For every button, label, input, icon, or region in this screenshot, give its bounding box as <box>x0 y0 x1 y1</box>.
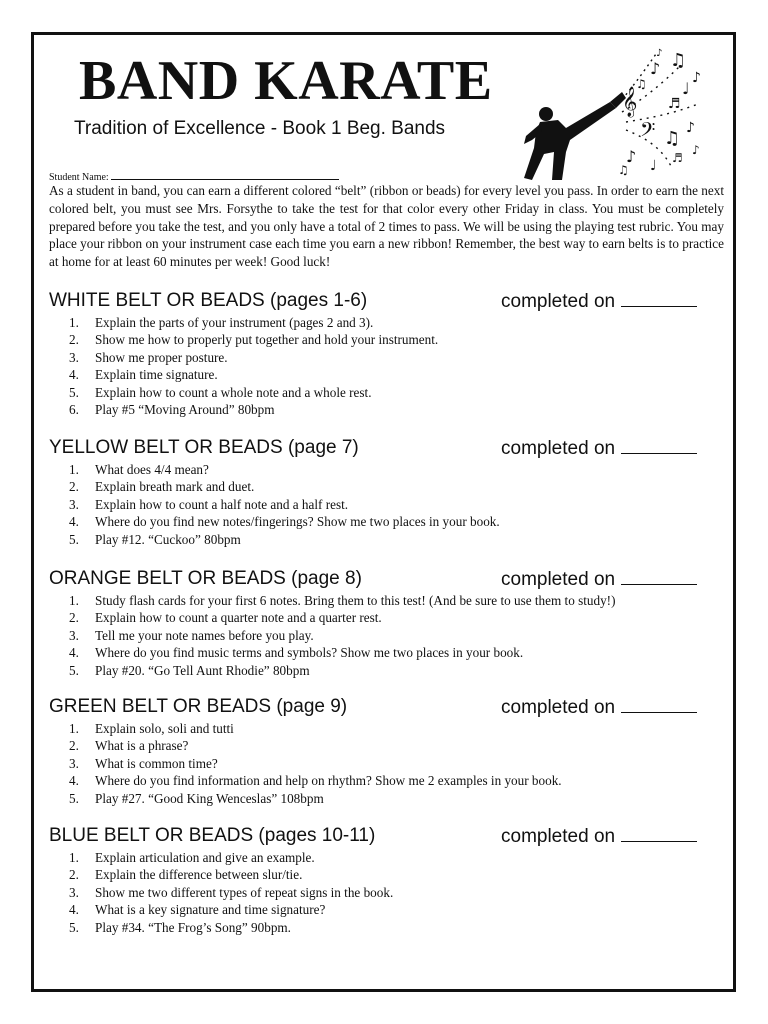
completed-on-label: completed on <box>501 697 616 718</box>
list-item-number: 5. <box>69 662 79 678</box>
list-item <box>49 755 729 772</box>
list-item-text: Explain articulation and give an example. <box>95 850 315 865</box>
list-item-number: 3. <box>69 884 79 900</box>
belt-section <box>49 694 729 807</box>
completed-on-blank[interactable] <box>621 288 697 307</box>
intro-paragraph: As a student in band, you can earn a different colored “belt” (ribbon or beads) for every level you pass. In order to earn the next colored belt, you must see Mrs. Forsythe to take the test for that color every other Friday in class. You must be completely prepared before you take the test, and you only have a total of 2 times to pass. We will be using the playing test rubric. You may place your ribbon on your instrument case each time you earn a new ribbon! Remember, the best way to earn belts is to practice at home for at least 60 minutes per week! Good luck! <box>49 183 724 270</box>
list-item-number: 1. <box>69 721 79 736</box>
list-item-text: Explain how to count a half note and a half rest. <box>95 496 349 512</box>
list-item <box>49 662 729 679</box>
list-item-text: Explain time signature. <box>95 367 218 383</box>
completed-on-field <box>501 566 697 593</box>
list-item-text: Where do you find music terms and symbols? Show me two places in your book. <box>95 645 524 661</box>
svg-text:♫: ♫ <box>636 77 647 91</box>
belt-requirements-list <box>49 720 729 807</box>
list-item-number: 2. <box>69 332 79 348</box>
completed-on-blank[interactable] <box>621 823 697 842</box>
completed-on-label: completed on <box>501 291 616 312</box>
svg-text:♫: ♫ <box>618 163 629 177</box>
list-item <box>49 461 729 478</box>
list-item-text: Play #27. “Good King Wenceslas” 108bpm <box>95 790 324 806</box>
svg-text:𝄢: 𝄢 <box>640 118 656 146</box>
list-item <box>49 790 729 807</box>
list-item-number: 4. <box>69 902 79 918</box>
belt-section-header <box>49 694 729 720</box>
list-item-text: Play #5 “Moving Around” 80bpm <box>95 402 275 418</box>
list-item <box>49 513 729 530</box>
list-item-text: Explain breath mark and duet. <box>95 479 255 495</box>
belt-requirements-list <box>49 314 729 418</box>
list-item-number: 4. <box>69 367 79 383</box>
list-item-number: 2. <box>69 867 79 883</box>
belt-section <box>49 566 729 679</box>
list-item <box>49 772 729 789</box>
svg-text:♪: ♪ <box>692 70 701 86</box>
list-item-text: Show me proper posture. <box>95 349 228 365</box>
list-item-text: Play #12. “Cuckoo” 80bpm <box>95 531 241 547</box>
list-item-number: 5. <box>69 384 79 400</box>
belt-section-title: WHITE BELT OR BEADS (pages 1-6) <box>49 290 368 311</box>
svg-text:♩: ♩ <box>650 158 657 174</box>
belt-section <box>49 288 729 418</box>
list-item <box>49 627 729 644</box>
list-item <box>49 349 729 366</box>
list-item-text: Play #34. “The Frog’s Song” 90bpm. <box>95 919 291 935</box>
belt-section-header <box>49 566 729 592</box>
student-name-label: Student Name: <box>49 172 109 183</box>
list-item <box>49 331 729 348</box>
svg-text:♪: ♪ <box>626 147 637 166</box>
list-item <box>49 849 729 866</box>
list-item <box>49 401 729 418</box>
list-item-number: 1. <box>69 462 79 477</box>
list-item-text: Play #20. “Go Tell Aunt Rhodie” 80bpm <box>95 662 310 678</box>
svg-text:♬: ♬ <box>668 96 681 112</box>
completed-on-blank[interactable] <box>621 694 697 713</box>
svg-text:𝄞: 𝄞 <box>622 87 638 117</box>
svg-text:♪: ♪ <box>656 48 663 59</box>
svg-text:♫: ♫ <box>664 128 681 149</box>
list-item-number: 4. <box>69 514 79 530</box>
list-item <box>49 901 729 918</box>
list-item-text: Show me how to properly put together and hold your instrument. <box>95 332 439 348</box>
belt-requirements-list <box>49 461 729 548</box>
list-item-number: 1. <box>69 315 79 330</box>
list-item-number: 5. <box>69 919 79 935</box>
svg-text:♩: ♩ <box>682 79 690 98</box>
completed-on-field <box>501 288 697 315</box>
list-item-text: What is a key signature and time signature? <box>95 902 326 918</box>
karate-figure <box>524 92 626 180</box>
list-item-number: 5. <box>69 790 79 806</box>
completed-on-label: completed on <box>501 438 616 459</box>
completed-on-blank[interactable] <box>621 435 697 454</box>
page-subtitle: Tradition of Excellence - Book 1 Beg. Bands <box>74 118 446 139</box>
belt-section <box>49 435 729 548</box>
list-item-number: 1. <box>69 850 79 865</box>
list-item-number: 3. <box>69 349 79 365</box>
list-item <box>49 592 729 609</box>
belt-requirements-list <box>49 849 729 936</box>
completed-on-field <box>501 694 697 721</box>
list-item <box>49 919 729 936</box>
completed-on-field <box>501 823 697 850</box>
list-item <box>49 737 729 754</box>
list-item-number: 2. <box>69 738 79 754</box>
list-item <box>49 496 729 513</box>
list-item-text: What is a phrase? <box>95 738 189 754</box>
list-item <box>49 314 729 331</box>
list-item-text: Explain the parts of your instrument (pages 2 and 3). <box>95 315 374 330</box>
list-item-number: 6. <box>69 402 79 418</box>
list-item-text: Explain solo, soli and tutti <box>95 721 234 736</box>
belt-section-title: ORANGE BELT OR BEADS (page 8) <box>49 568 362 589</box>
svg-text:♪: ♪ <box>686 120 695 136</box>
list-item-text: Show me two different types of repeat signs in the book. <box>95 884 394 900</box>
page-title: BAND KARATE <box>79 50 493 112</box>
svg-text:♪: ♪ <box>650 59 661 78</box>
list-item <box>49 478 729 495</box>
list-item-number: 3. <box>69 496 79 512</box>
list-item <box>49 884 729 901</box>
list-item-text: Where do you find new notes/fingerings? Show me two places in your book. <box>95 514 500 530</box>
list-item <box>49 866 729 883</box>
student-name-blank[interactable] <box>111 170 339 180</box>
list-item-text: Study flash cards for your first 6 notes. Bring them to this test! (And be sure to use them to study!) <box>95 593 616 608</box>
list-item-number: 5. <box>69 531 79 547</box>
list-item-number: 3. <box>69 755 79 771</box>
karate-music-illustration <box>522 44 708 182</box>
list-item-number: 2. <box>69 610 79 626</box>
completed-on-blank[interactable] <box>621 566 697 585</box>
list-item-number: 4. <box>69 773 79 789</box>
list-item <box>49 644 729 661</box>
list-item-number: 4. <box>69 645 79 661</box>
list-item <box>49 720 729 737</box>
completed-on-label: completed on <box>501 569 616 590</box>
list-item-text: What does 4/4 mean? <box>95 462 209 477</box>
list-item-text: What is common time? <box>95 755 218 771</box>
list-item <box>49 384 729 401</box>
list-item <box>49 531 729 548</box>
list-item-text: Explain how to count a quarter note and a quarter rest. <box>95 610 382 626</box>
belt-section-header <box>49 288 729 314</box>
list-item-number: 3. <box>69 627 79 643</box>
belt-section-title: GREEN BELT OR BEADS (page 9) <box>49 696 348 717</box>
belt-section-header <box>49 435 729 461</box>
belt-section-title: BLUE BELT OR BEADS (pages 10-11) <box>49 825 376 846</box>
completed-on-field <box>501 435 697 462</box>
list-item-number: 2. <box>69 479 79 495</box>
note-glyphs <box>618 48 701 177</box>
belt-requirements-list <box>49 592 729 679</box>
svg-text:♫: ♫ <box>670 50 687 71</box>
svg-text:♬: ♬ <box>672 151 683 165</box>
list-item <box>49 366 729 383</box>
belt-section-title: YELLOW BELT OR BEADS (page 7) <box>49 437 359 458</box>
completed-on-label: completed on <box>501 826 616 847</box>
belt-section <box>49 823 729 936</box>
list-item-number: 1. <box>69 593 79 608</box>
list-item-text: Tell me your note names before you play. <box>95 627 314 643</box>
list-item <box>49 609 729 626</box>
list-item-text: Explain how to count a whole note and a whole rest. <box>95 384 372 400</box>
svg-text:♪: ♪ <box>692 143 700 157</box>
list-item-text: Where do you find information and help on rhythm? Show me 2 examples in your book. <box>95 773 562 789</box>
belt-section-header <box>49 823 729 849</box>
list-item-text: Explain the difference between slur/tie. <box>95 867 303 883</box>
